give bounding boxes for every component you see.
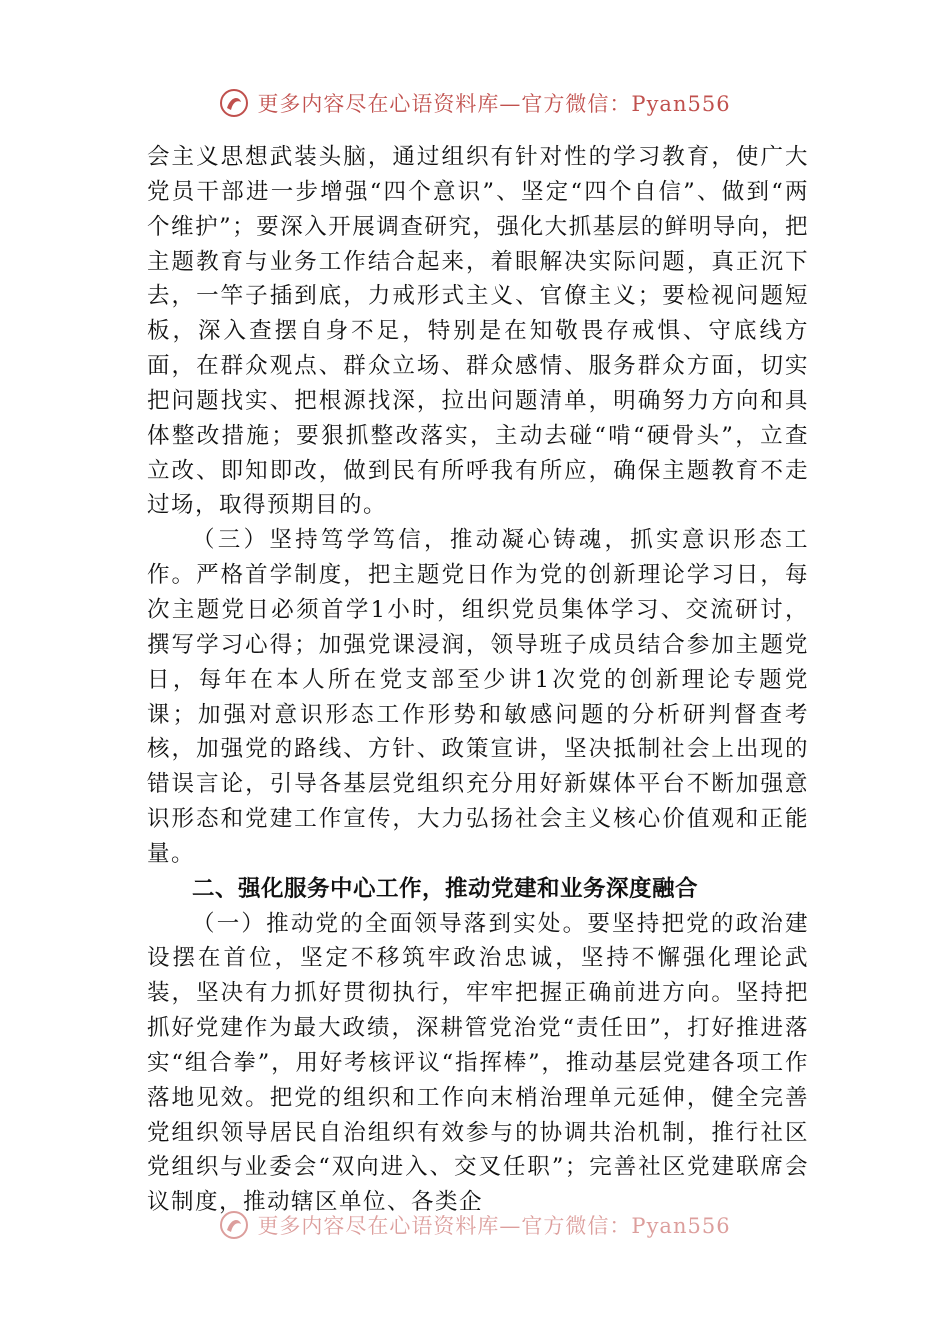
section-heading-2: 二、强化服务中心工作，推动党建和业务深度融合 [192, 875, 699, 902]
watermark-logo-icon [219, 1210, 249, 1240]
watermark-bottom-text: 更多内容尽在心语资料库—官方微信：Pyan556 [257, 1214, 731, 1238]
watermark-top [0, 84, 950, 122]
watermark-top-text: 更多内容尽在心语资料库—官方微信：Pyan556 [257, 92, 731, 116]
paragraph-2 [147, 523, 809, 871]
paragraph-3-body: 要坚持把党的政治建设摆在首位，坚定不移筑牢政治忠诚，坚持不懈强化理论武装，坚决有力抓好贯彻执行，牢牢把握正确前进方向。坚持把抓好党建作为最大政绩，深耕管党治党“责任田”，打好推进落实“组合拳”，用好考核评议“指挥棒”，推动基层党建各项工作落地见效。把党的组织和工作向末梢治理单元延伸，健全完善党组织领导居民自治组织有效参与的协调共治机制，推行社区党组织与业委会“双向进入、交叉任职”；完善社区党建联席会议制度，推动辖区单位、各类企 [147, 910, 809, 1216]
watermark-bottom [0, 1206, 950, 1244]
paragraph-2-lead: （三）坚持笃学笃信，推动凝心铸魂，抓实意识形态工作。 [147, 527, 809, 589]
paragraph-3 [147, 907, 809, 1221]
paragraph-2-body: 严格首学制度，把主题党日作为党的创新理论学习日，每次主题党日必须首学1小时，组织党员集体学习、交流研讨，撰写学习心得；加强党课浸润，领导班子成员结合参加主题党日，每年在本人所在党支部至少讲1次党的创新理论专题党课；加强对意识形态工作形势和敏感问题的分析研判督查考核，加强党的路线、方针、政策宣讲，坚决抵制社会上出现的错误言论，引导各基层党组织充分用好新媒体平台不断加强意识形态和党建工作宣传，大力弘扬社会主义核心价值观和正能量。 [147, 562, 809, 867]
paragraph-3-lead: （一）推动党的全面领导落到实处。 [192, 910, 588, 937]
paragraph-1: 会主义思想武装头脑，通过组织有针对性的学习教育，使广大党员干部进一步增强“四个意识”、坚定“四个自信”、做到“两个维护”；要深入开展调查研究，强化大抓基层的鲜明导向，把主题教育与业务工作结合起来，着眼解决实际问题，真正沉下去，一竿子插到底，力戒形式主义、官僚主义；要检视问题短板，深入查摆自身不足，特别是在知敬畏存戒惧、守底线方面，在群众观点、群众立场、群众感情、服务群众方面，切实把问题找实、把根源找深，拉出问题清单，明确努力方向和具体整改措施；要狠抓整改落实，主动去碰“啃“硬骨头”，立查立改、即知即改，做到民有所呼我有所应，确保主题教育不走过场，取得预期目的。 [147, 144, 809, 519]
document-body [147, 140, 809, 1220]
watermark-logo-icon [219, 88, 249, 118]
